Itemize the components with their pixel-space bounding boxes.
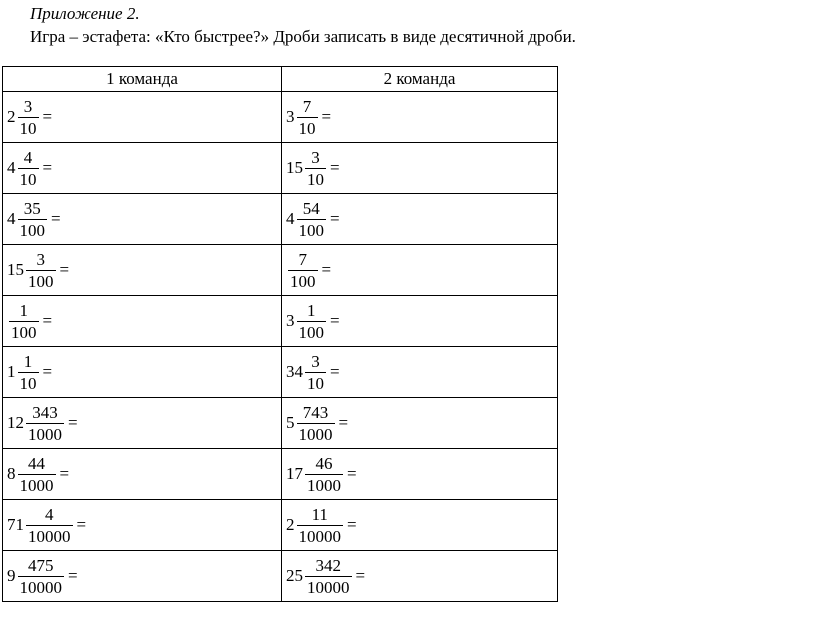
fraction	[297, 198, 327, 241]
numerator: 3	[23, 96, 33, 116]
whole-part: 2	[7, 107, 16, 126]
fraction-cell-team-1	[3, 500, 282, 551]
numerator: 1	[19, 300, 28, 320]
denominator: 100	[19, 220, 45, 240]
fraction-cell-team-1	[3, 398, 282, 449]
fraction-cell-team-1	[3, 449, 282, 500]
numerator: 1	[307, 300, 316, 320]
equals-sign: =	[321, 107, 332, 126]
fraction	[18, 96, 39, 139]
denominator: 1000	[28, 424, 62, 444]
table-row	[3, 92, 558, 143]
task-description: Игра – эстафета: «Кто быстрее?» Дроби записать в виде десятичной дроби.	[30, 27, 576, 46]
equals-sign: =	[42, 362, 53, 381]
relay-table	[2, 66, 558, 602]
fraction-cell-team-2	[282, 245, 558, 296]
mixed-fraction	[7, 453, 69, 496]
denominator: 1000	[19, 475, 54, 495]
fraction-cell-team-1	[3, 245, 282, 296]
equals-sign: =	[59, 260, 70, 279]
mixed-fraction	[7, 96, 52, 139]
equals-sign: =	[76, 515, 87, 534]
fraction-cell-team-1	[3, 296, 282, 347]
mixed-fraction	[7, 351, 52, 394]
mixed-fraction	[286, 198, 340, 241]
whole-part: 8	[7, 464, 16, 483]
whole-part: 34	[286, 362, 303, 381]
denominator: 1000	[298, 424, 333, 444]
table-row	[3, 398, 558, 449]
table-body	[3, 92, 558, 602]
denominator: 100	[11, 322, 37, 342]
whole-part: 4	[7, 209, 16, 228]
denominator: 100	[290, 271, 316, 291]
whole-part: 12	[7, 413, 24, 432]
fraction	[18, 147, 39, 190]
appendix-label: Приложение 2.	[30, 4, 140, 23]
denominator: 100	[298, 220, 324, 240]
equals-sign: =	[330, 158, 340, 177]
equals-sign: =	[330, 209, 340, 228]
table-row	[3, 296, 558, 347]
whole-part: 3	[286, 311, 295, 330]
table-row	[3, 245, 558, 296]
denominator: 100	[298, 322, 324, 342]
table-row	[3, 449, 558, 500]
equals-sign: =	[68, 413, 78, 432]
whole-part: 2	[286, 515, 295, 534]
mixed-fraction	[286, 351, 340, 394]
fraction-cell-team-1	[3, 551, 282, 602]
table-row	[3, 347, 558, 398]
fraction-cell-team-1	[3, 92, 282, 143]
table-row	[3, 194, 558, 245]
table-row	[3, 143, 558, 194]
whole-part: 5	[286, 413, 295, 432]
numerator: 342	[315, 555, 341, 575]
denominator: 100	[28, 271, 54, 291]
whole-part: 71	[7, 515, 24, 534]
mixed-fraction	[7, 504, 86, 547]
fraction-cell-team-2	[282, 449, 558, 500]
numerator: 3	[311, 351, 320, 371]
whole-part: 15	[286, 158, 303, 177]
mixed-fraction	[286, 249, 331, 292]
whole-part: 9	[7, 566, 16, 585]
equals-sign: =	[347, 515, 357, 534]
denominator: 10	[307, 373, 324, 393]
table-row	[3, 551, 558, 602]
fraction	[297, 300, 327, 343]
equals-sign: =	[42, 158, 53, 177]
equals-sign: =	[355, 566, 366, 585]
equals-sign: =	[321, 260, 332, 279]
fraction-cell-team-2	[282, 296, 558, 347]
whole-part: 1	[7, 362, 16, 381]
fraction	[305, 147, 326, 190]
denominator: 1000	[307, 475, 341, 495]
numerator: 343	[32, 402, 58, 422]
whole-part: 4	[7, 158, 16, 177]
team-1-header: 1 команда	[3, 67, 282, 92]
numerator: 3	[311, 147, 320, 167]
fraction	[297, 402, 335, 445]
document-heading	[30, 2, 576, 48]
mixed-fraction	[286, 504, 357, 547]
table-row	[3, 500, 558, 551]
numerator: 54	[302, 198, 320, 218]
equals-sign: =	[51, 209, 61, 228]
mixed-fraction	[286, 402, 348, 445]
mixed-fraction	[7, 198, 61, 241]
numerator: 7	[302, 96, 312, 116]
fraction-cell-team-2	[282, 143, 558, 194]
numerator: 46	[315, 453, 333, 473]
mixed-fraction	[7, 249, 69, 292]
fraction	[26, 504, 73, 547]
fraction	[18, 351, 39, 394]
equals-sign: =	[68, 566, 78, 585]
denominator: 10	[19, 169, 37, 189]
whole-part: 3	[286, 107, 295, 126]
numerator: 7	[298, 249, 307, 269]
fraction	[297, 504, 344, 547]
denominator: 10	[307, 169, 324, 189]
numerator: 4	[23, 147, 33, 167]
denominator: 10000	[298, 526, 341, 546]
numerator: 743	[302, 402, 329, 422]
denominator: 10	[19, 373, 37, 393]
fraction	[297, 96, 318, 139]
table-header-row	[3, 67, 558, 92]
fraction	[18, 198, 48, 241]
fraction-cell-team-2	[282, 194, 558, 245]
mixed-fraction	[286, 147, 340, 190]
numerator: 475	[28, 555, 54, 575]
mixed-fraction	[7, 147, 52, 190]
denominator: 10	[298, 118, 316, 138]
fraction	[305, 555, 352, 598]
mixed-fraction	[7, 402, 78, 445]
denominator: 10000	[28, 526, 71, 546]
equals-sign: =	[338, 413, 349, 432]
fraction	[26, 249, 56, 292]
whole-part: 25	[286, 566, 303, 585]
equals-sign: =	[59, 464, 70, 483]
fraction	[305, 351, 326, 394]
numerator: 35	[23, 198, 41, 218]
fraction	[305, 453, 343, 496]
denominator: 10000	[307, 577, 350, 597]
fraction-cell-team-2	[282, 92, 558, 143]
numerator: 3	[36, 249, 45, 269]
mixed-fraction	[286, 96, 331, 139]
numerator: 44	[28, 453, 45, 473]
fraction	[9, 300, 39, 343]
mixed-fraction	[7, 300, 52, 343]
fraction-cell-team-1	[3, 194, 282, 245]
fraction-cell-team-2	[282, 551, 558, 602]
mixed-fraction	[286, 300, 340, 343]
denominator: 10	[19, 118, 37, 138]
fraction-cell-team-2	[282, 398, 558, 449]
fraction-cell-team-2	[282, 347, 558, 398]
equals-sign: =	[330, 311, 340, 330]
fraction	[18, 555, 65, 598]
equals-sign: =	[330, 362, 340, 381]
fraction-cell-team-2	[282, 500, 558, 551]
mixed-fraction	[286, 555, 365, 598]
fraction-cell-team-1	[3, 347, 282, 398]
mixed-fraction	[7, 555, 78, 598]
numerator: 4	[45, 504, 54, 524]
whole-part: 15	[7, 260, 24, 279]
equals-sign: =	[42, 311, 53, 330]
numerator: 11	[311, 504, 328, 524]
fraction	[288, 249, 318, 292]
numerator: 1	[23, 351, 33, 371]
fraction-cell-team-1	[3, 143, 282, 194]
equals-sign: =	[347, 464, 357, 483]
fraction	[18, 453, 56, 496]
team-2-header: 2 команда	[282, 67, 558, 92]
denominator: 10000	[19, 577, 62, 597]
mixed-fraction	[286, 453, 357, 496]
whole-part: 4	[286, 209, 295, 228]
whole-part: 17	[286, 464, 303, 483]
equals-sign: =	[42, 107, 53, 126]
fraction	[26, 402, 64, 445]
